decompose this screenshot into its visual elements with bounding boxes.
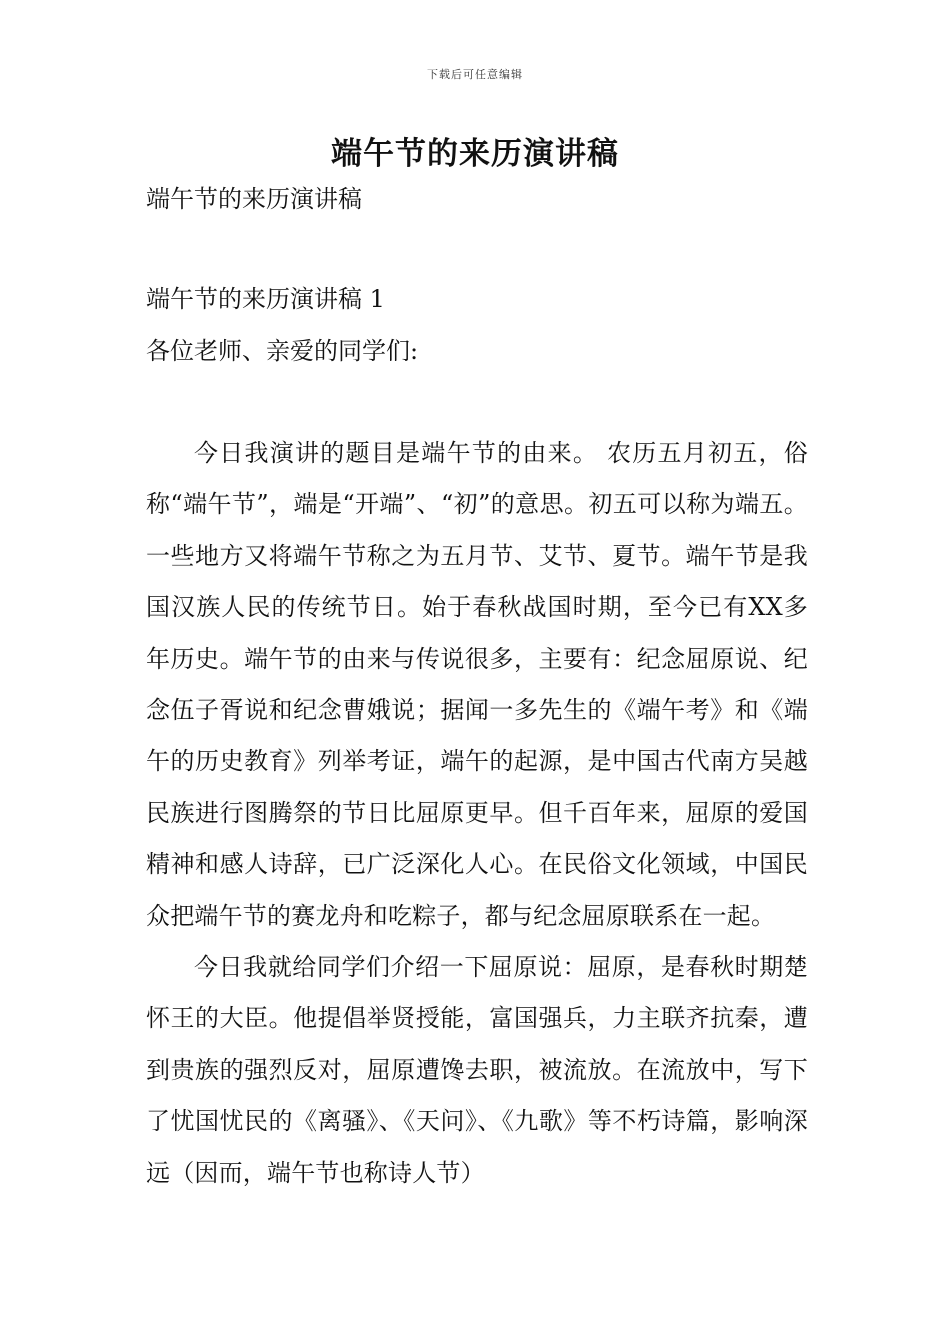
paragraph: 今日我演讲的题目是端午节的由来。 农历五月初五，俗称“端午节”，端是“开端”、“初”的意思。初五可以称为端五。一些地方又将端午节称之为五月节、艾节、夏节。端午节是我国汉族人民的传统节日。始于春秋战国时期，至今已有XX多年历史。端午节的由来与传说很多，主要有：纪念屈原说、纪念伍子胥说和纪念曹娥说；据闻一多先生的《端午考》和《端午的历史教育》列举考证，端午的起源，是中国古代南方吴越民族进行图腾祭的节日比屈原更早。但千百年来，屈原的爱国精神和感人诗辞，已广泛深化人心。在民俗文化领域，中国民众把端午节的赛龙舟和吃粽子，都与纪念屈原联系在一起。 bbox=[146, 439, 808, 930]
header-note: 下载后可任意编辑 bbox=[427, 68, 523, 81]
paragraph: 今日我就给同学们介绍一下屈原说：屈原，是春秋时期楚怀王的大臣。他提倡举贤授能，富国强兵，力主联齐抗秦，遭到贵族的强烈反对，屈原遭馋去职，被流放。在流放中，写下了忧国忧民的《离骚》、《天问》、《九歌》等不朽诗篇，影响深远（因而，端午节也称诗人节） bbox=[146, 953, 808, 1187]
greeting: 各位老师、亲爱的同学们: bbox=[146, 337, 419, 365]
section-heading: 端午节的来历演讲稿 1 bbox=[146, 285, 385, 313]
document-title: 端午节的来历演讲稿 bbox=[331, 136, 619, 172]
body-text bbox=[146, 428, 808, 1199]
document-subtitle: 端午节的来历演讲稿 bbox=[146, 185, 362, 213]
